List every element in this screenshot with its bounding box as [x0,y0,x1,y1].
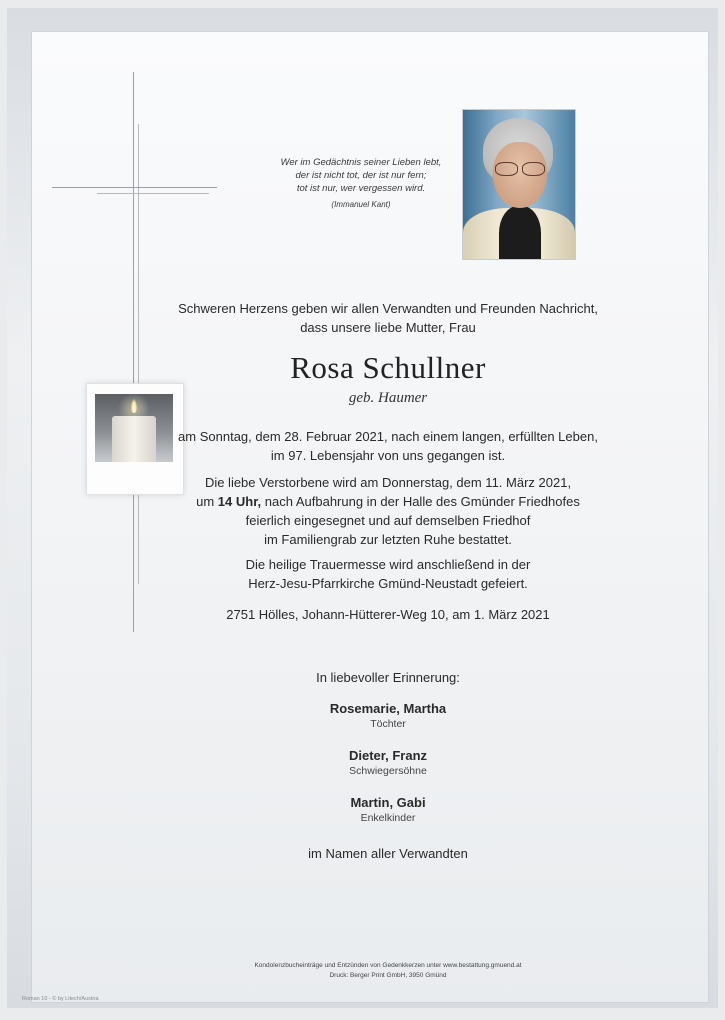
funeral-time: 14 Uhr, [217,494,262,509]
announcement-intro [150,299,626,337]
family-group [150,794,626,825]
death-line: am Sonntag, dem 28. Februar 2021, nach einem langen, erfüllten Leben, [178,429,598,444]
address-date: 2751 Hölles, Johann-Hütterer-Weg 10, am 1. März 2021 [226,607,550,622]
family-names: Dieter, Franz [348,748,428,763]
memory-heading: In liebevoller Erinnerung: [316,670,460,685]
death-notice [150,427,626,465]
family-names: Rosemarie, Martha [329,701,447,716]
deceased-name: Rosa Schullner [290,350,486,385]
footer-condolence: Kondolenzbucheinträge und Entzünden von Gedenkkerzen unter www.bestattung.gmuend.at [254,962,522,969]
family-relation: Töchter [370,718,406,730]
intro-line: dass unsere liebe Mutter, Frau [300,320,476,335]
portrait-photo [462,109,576,260]
footer-copyright: Roman 10 - © by Litech/Austria [22,996,99,1002]
funeral-line: Die liebe Verstorbene wird am Donnerstag, dem 11. März 2021, [204,475,572,490]
funeral-line: feierlich eingesegnet und auf demselben Friedhof [245,513,531,528]
quote-line: der ist nicht tot, der ist nur fern; [295,170,427,181]
closing-line: im Namen aller Verwandten [308,846,468,861]
maiden-name: geb. Haumer [348,390,428,406]
family-relation: Enkelkinder [360,812,416,824]
funeral-location: nach Aufbahrung in der Halle des Gmünder Friedhofes [261,494,580,509]
intro-line: Schweren Herzens geben wir allen Verwandten und Freunden Nachricht, [178,301,598,316]
family-names: Martin, Gabi [350,795,426,810]
family-group [150,747,626,778]
mass-line: Herz-Jesu-Pfarrkirche Gmünd-Neustadt gefeiert. [248,576,528,591]
mass-details [150,555,626,593]
death-line: im 97. Lebensjahr von uns gegangen ist. [270,448,506,463]
family-relation: Schwiegersöhne [349,765,427,777]
quote-author: (Immanuel Kant) [331,200,391,209]
quote-line: Wer im Gedächtnis seiner Lieben lebt, [280,157,442,168]
quote-line: tot ist nur, wer vergessen wird. [296,183,426,194]
funeral-line: im Familiengrab zur letzten Ruhe bestattet. [264,532,512,547]
funeral-details [150,473,626,549]
flame-icon [131,399,137,413]
footer-printer: Druck: Berger Print GmbH, 3950 Gmünd [329,972,447,979]
memorial-quote [262,156,460,211]
family-group [150,700,626,731]
mass-line: Die heilige Trauermesse wird anschließend in der [245,557,531,572]
funeral-time-prefix: um [196,494,218,509]
footer [150,961,626,981]
funeral-line [150,492,626,511]
